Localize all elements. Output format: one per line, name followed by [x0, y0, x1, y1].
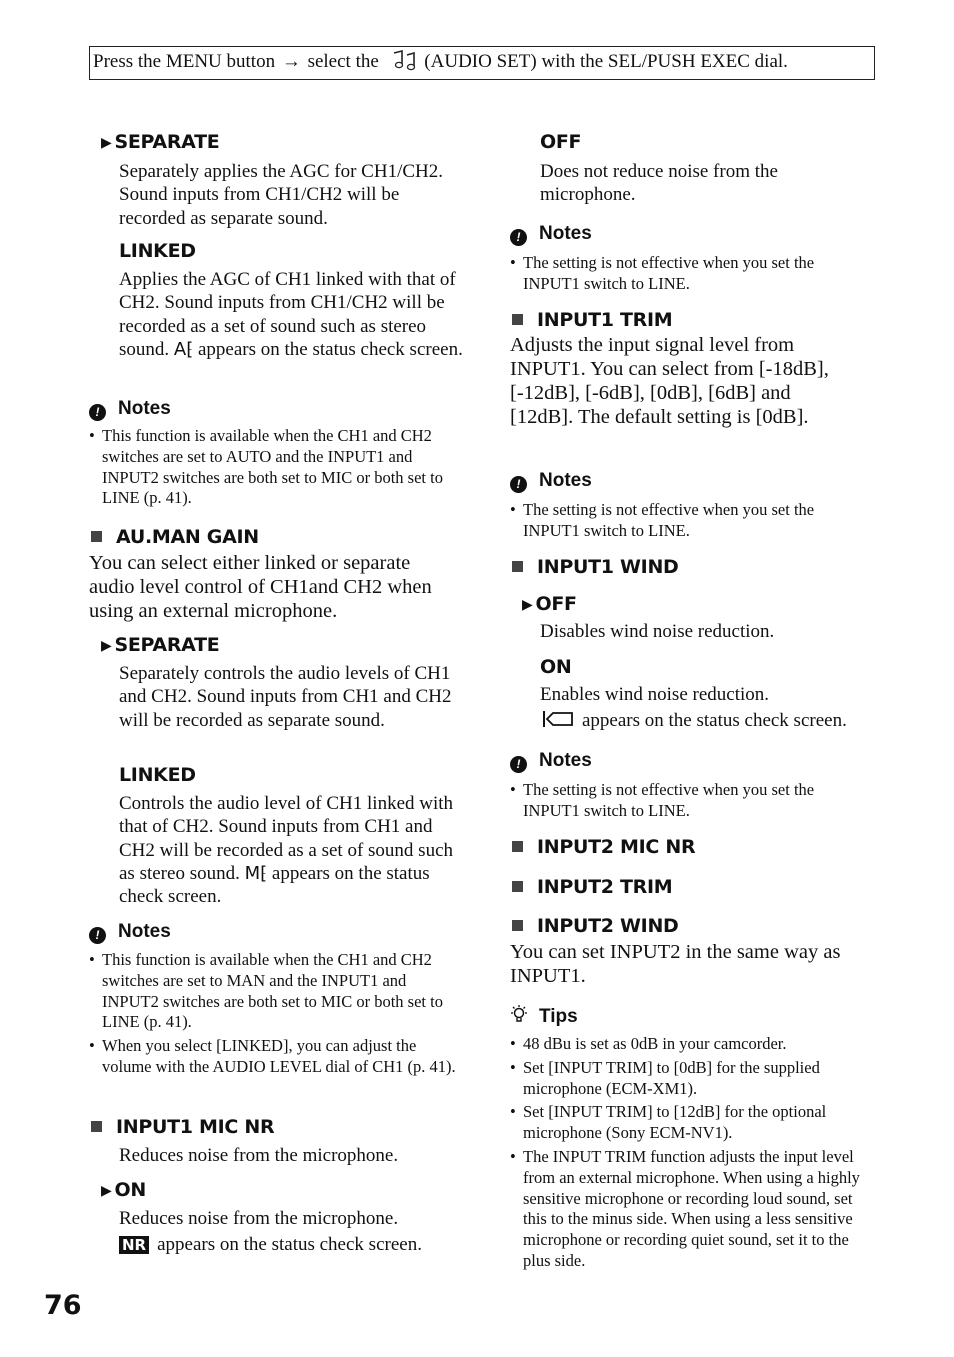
off-description: Does not reduce noise from the microphone.: [540, 161, 778, 206]
off-description: Disables wind noise reduction.: [540, 621, 775, 642]
on-description: Enables wind noise reduction.: [540, 684, 770, 705]
nr-icon: NR: [119, 1236, 149, 1254]
notes-heading: ! Notes: [510, 470, 592, 493]
list-item: • The setting is not effective when you set the INPUT1 switch to LINE.: [510, 780, 860, 822]
list-item: • Set [INPUT TRIM] to [12dB] for the optional microphone (Sony ECM-NV1).: [510, 1102, 880, 1144]
tips-heading: Tips: [510, 1005, 578, 1028]
on-heading: ON: [540, 656, 572, 678]
notes-icon: !: [510, 229, 527, 246]
separate-description: Separately applies the AGC for CH1/CH2. Sound inputs from CH1/CH2 will be recorded as separate sound.: [119, 161, 444, 229]
linked-description: Controls the audio level of CH1 linked with that of CH2. Sound inputs from CH1 and CH2 will be recorded as a set of sound such as stereo sound. M⁅ appears on the status check screen.: [119, 793, 454, 908]
on-description: Reduces noise from the microphone.: [119, 1208, 399, 1229]
list-item: • This function is available when the CH1 and CH2 switches are set to AUTO and the INPUT1 and INPUT2 switches are both set to MIC or both set to LINE (p. 41).: [89, 426, 459, 509]
on-status-note: NR appears on the status check screen.: [119, 1233, 464, 1256]
linked-heading: LINKED: [119, 240, 196, 262]
input1-wind-heading: INPUT1 WIND: [512, 556, 679, 578]
list-item: • The INPUT TRIM function adjusts the input level from an external microphone. When using a highly sensitive microphone or recording loud sound, set this to the minus side. When using a less sensitive microphone or recording quiet sound, set it to the plus side.: [510, 1147, 880, 1272]
auto-linked-icon: A⁅: [173, 338, 194, 360]
separate-heading: ▶ SEPARATE: [101, 131, 220, 153]
menu-path-end: (AUDIO SET) with the SEL/PUSH EXEC dial.: [424, 51, 788, 72]
list-item: • 48 dBu is set as 0dB in your camcorder.: [510, 1034, 880, 1055]
tips-list: [510, 1034, 880, 1275]
notes-heading: ! Notes: [510, 750, 592, 773]
list-item: • The setting is not effective when you set the INPUT1 switch to LINE.: [510, 253, 860, 295]
notes-list: [89, 426, 459, 512]
input1-trim-description: Adjusts the input signal level from INPUT1. You can select from [-18dB], [-12dB], [-6dB], [0dB], [6dB] and [12dB]. The default setting is [0dB].: [510, 334, 829, 428]
notes-icon: !: [510, 476, 527, 493]
list-item: • The setting is not effective when you set the INPUT1 switch to LINE.: [510, 500, 860, 542]
input1-mic-nr-description: Reduces noise from the microphone.: [119, 1145, 399, 1166]
au-man-gain-description: You can select either linked or separate audio level control of CH1and CH2 when using an external microphone.: [89, 552, 432, 622]
on-heading: ▶ ON: [101, 1179, 146, 1201]
separate-heading: ▶ SEPARATE: [101, 634, 220, 656]
list-item: • This function is available when the CH1 and CH2 switches are set to MAN and the INPUT1 and INPUT2 switches are both set to MIC or both set to LINE (p. 41).: [89, 950, 459, 1033]
menu-path-start: Press the MENU button: [93, 51, 276, 72]
notes-list: [89, 950, 459, 1081]
notes-heading: ! Notes: [510, 223, 592, 246]
menu-path-box: [89, 46, 875, 80]
input2-mic-nr-heading: INPUT2 MIC NR: [512, 836, 695, 858]
off-heading: ▶ OFF: [522, 593, 577, 615]
off-heading: OFF: [540, 131, 582, 153]
notes-icon: !: [510, 756, 527, 773]
notes-list: [510, 253, 860, 298]
manual-linked-icon: M⁅: [244, 862, 268, 884]
notes-heading: ! Notes: [89, 398, 171, 421]
on-status-note: appears on the status check screen.: [540, 709, 885, 732]
wind-icon: [540, 709, 576, 729]
separate-description: Separately controls the audio levels of CH1 and CH2. Sound inputs from CH1 and CH2 will be recorded as separate sound.: [119, 663, 452, 731]
input1-trim-heading: INPUT1 TRIM: [512, 309, 672, 331]
list-item: • Set [INPUT TRIM] to [0dB] for the supplied microphone (ECM-XM1).: [510, 1058, 880, 1100]
notes-list: [510, 500, 860, 545]
list-item: • When you select [LINKED], you can adjust the volume with the AUDIO LEVEL dial of CH1 (p. 41).: [89, 1036, 459, 1078]
audio-set-icon: [390, 49, 418, 71]
menu-path-select: select the: [307, 51, 379, 72]
notes-heading: ! Notes: [89, 921, 171, 944]
notes-list: [510, 780, 860, 825]
notes-icon: !: [89, 927, 106, 944]
linked-description: Applies the AGC of CH1 linked with that of CH2. Sound inputs from CH1/CH2 will be recorded as a set of sound such as stereo sound. A⁅ appears on the status check screen.: [119, 269, 463, 360]
linked-heading: LINKED: [119, 764, 196, 786]
input2-trim-heading: INPUT2 TRIM: [512, 876, 672, 898]
input1-mic-nr-heading: INPUT1 MIC NR: [91, 1116, 274, 1138]
notes-icon: !: [89, 404, 106, 421]
arrow-icon: →: [281, 51, 301, 72]
input2-wind-heading: INPUT2 WIND: [512, 915, 679, 937]
lightbulb-icon: [510, 1005, 528, 1025]
page-number: 76: [44, 1290, 82, 1321]
au-man-gain-heading: AU.MAN GAIN: [91, 526, 259, 548]
input2-description: You can set INPUT2 in the same way as INPUT1.: [510, 941, 841, 987]
